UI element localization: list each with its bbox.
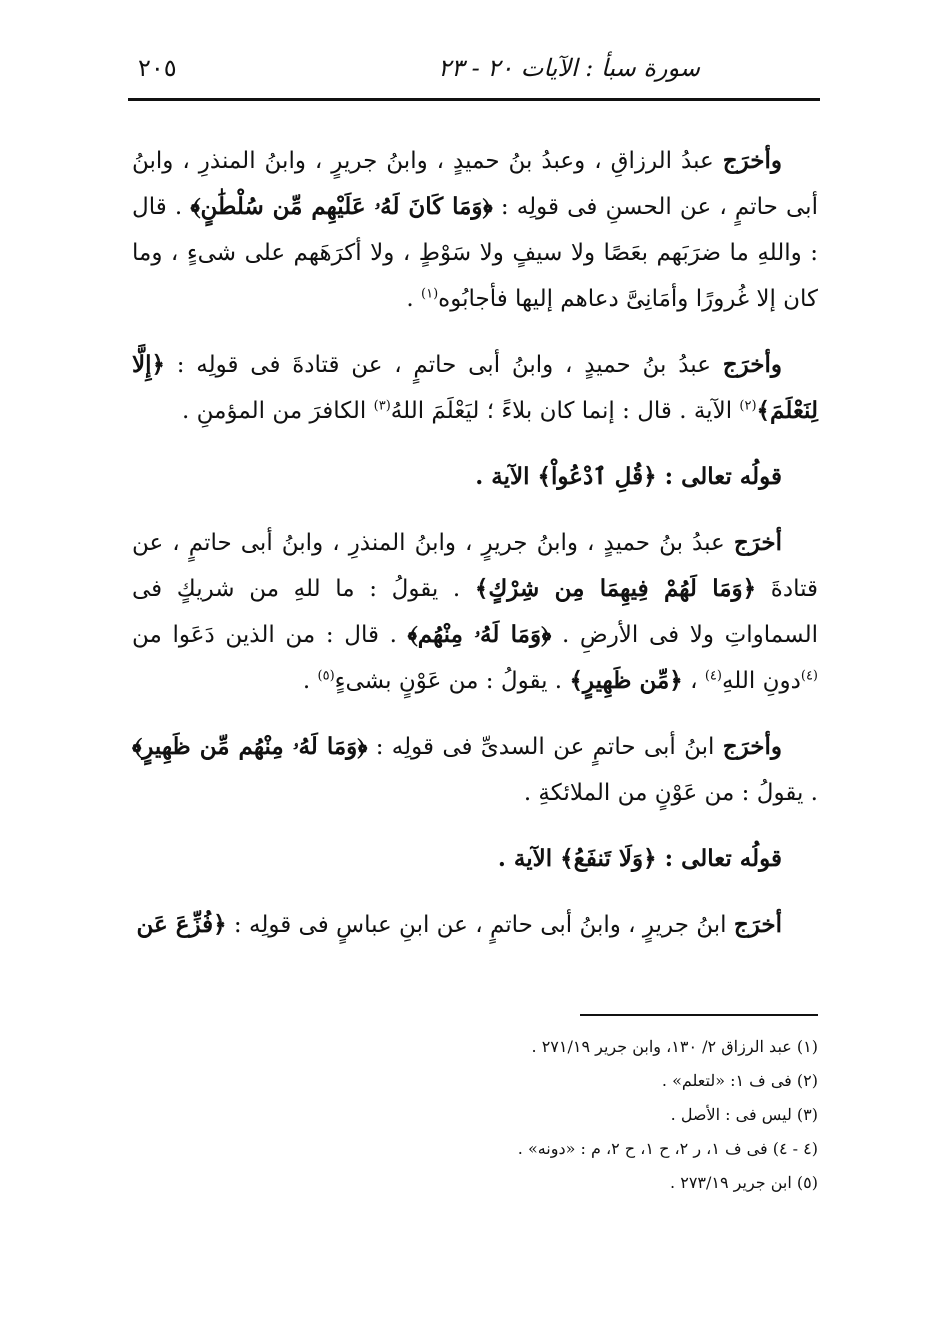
footnote-ref: (٤) <box>800 668 818 684</box>
quran-verse: ﴿وَلَا تَنفَعُ﴾ <box>560 845 657 872</box>
paragraph-text: . قال : واللهِ ما ضرَبَهم بعَصًا ولا سيفٍ ولا سَوْطٍ ، ولا أكرَهَهم على شىءٍ ، وما كان إلا غُرورًا وأمَانِىَّ دعاهم إليها فأجابُوه <box>132 194 818 312</box>
footnote-1: (١) عبد الرزاق ٢/ ١٣٠، وابن جرير ٢٧١/١٩ . <box>531 1037 818 1056</box>
section-heading-1 <box>132 454 818 500</box>
paragraph-4 <box>132 724 818 816</box>
paragraph-3 <box>132 520 818 704</box>
section-heading-2 <box>132 836 818 882</box>
running-title: سورة سبأ : الآيات ٢٠ - ٢٣ <box>438 54 700 82</box>
paragraph-text: ابنُ أبى حاتمٍ عن السدىِّ فى قولِه : <box>367 734 723 760</box>
quran-verse: ﴿إِلَّا لِنَعْلَمَ﴾ <box>132 351 818 424</box>
paragraph-text: . يقولُ : ما للهِ من شريكٍ فى السماواتِ ولا فى الأرضِ . <box>132 576 818 648</box>
page-header <box>128 48 820 96</box>
paragraph-text: ، <box>682 668 705 694</box>
quran-verse: ﴿قُلِ ٱدْعُواْ﴾ <box>537 463 657 490</box>
footnotes <box>300 1030 818 1200</box>
heading-text: الآية . <box>497 845 561 872</box>
footnote-ref: (٣) <box>373 398 391 414</box>
paragraph-2 <box>132 342 818 434</box>
paragraph-text: الكافرَ من المؤمنِ . <box>182 398 374 424</box>
quran-verse: ﴿فُزِّعَ عَن <box>136 911 227 938</box>
footnote-3: (٣) ليس فى : الأصل . <box>670 1105 818 1124</box>
footnote-2: (٢) فى ف ١: «لتعلم» . <box>661 1071 818 1090</box>
paragraph-text: . <box>302 668 318 694</box>
footnote-5: (٥) ابن جرير ٢٧٣/١٩ . <box>670 1173 818 1192</box>
paragraph-text: دونِ اللهِ <box>721 668 801 694</box>
heading-lead: قولُه تعالى : <box>656 845 782 872</box>
paragraph-text: . يقولُ : من عَوْنٍ بشىءٍ <box>334 668 570 694</box>
quran-verse: ﴿وَمَا لَهُۥ مِنْهُم مِّن ظَهِيرٍ﴾ <box>132 733 368 760</box>
paragraph-text: عبدُ بنُ حميدٍ ، وابنُ أبى حاتمٍ ، عن قتادةَ فى قولِه : <box>164 352 723 378</box>
paragraph-text: عبدُ الرزاقِ ، وعبدُ بنُ حميدٍ ، وابنُ جريرٍ ، وابنُ المنذرِ ، وابنُ أبى حاتمٍ ، عن الحسنِ فى قولِه : <box>132 148 818 220</box>
paragraph-text: عبدُ بنُ حميدٍ ، وابنُ جريرٍ ، وابنُ المنذرِ ، وابنُ أبى حاتمٍ ، عن قتادةَ <box>132 530 819 602</box>
paragraph-text: الآية . قال : إنما كان بلاءً ؛ ليَعْلَمَ اللهُ <box>390 398 740 424</box>
quran-verse: ﴿وَمَا لَهُۥ مِنْهُم﴾ <box>407 621 552 648</box>
footnote-ref: (٢) <box>739 398 757 414</box>
heading-lead: قولُه تعالى : <box>656 463 782 490</box>
paragraph-text: . يقولُ : من عَوْنٍ من الملائكةِ . <box>523 780 818 806</box>
footnote-ref: (٥) <box>317 668 335 684</box>
footnote-separator <box>580 1014 818 1016</box>
paragraph-text: . قال : من الذين دَعَوا من <box>132 622 408 648</box>
narration-lead: وأخرَج <box>722 147 782 174</box>
paragraph-1 <box>132 138 818 322</box>
footnote-ref: (١) <box>421 286 439 302</box>
narration-lead: أخرَج <box>733 529 782 556</box>
main-text <box>132 138 818 968</box>
footnote-4: (٤ - ٤) فى ف ١، ر ٢، ح ١، ح ٢، م : «دونه» . <box>517 1139 818 1158</box>
header-rule <box>128 98 820 101</box>
quran-verse: ﴿وَمَا كَانَ لَهُۥ عَلَيْهِم مِّن سُلْطَٰنٍ﴾ <box>190 193 493 220</box>
narration-lead: وأخرَج <box>722 351 782 378</box>
paragraph-text: . <box>406 286 421 312</box>
narration-lead: وأخرَج <box>722 733 782 760</box>
paragraph-5 <box>132 902 818 948</box>
paragraph-text: ابنُ جريرٍ ، وابنُ أبى حاتمٍ ، عن ابنِ عباسٍ فى قولِه : <box>226 912 734 938</box>
footnote-ref: (٤) <box>704 668 722 684</box>
quran-verse: ﴿مِّن ظَهِيرٍ﴾ <box>569 667 683 694</box>
quran-verse: ﴿وَمَا لَهُمْ فِيهِمَا مِن شِرْكٍ﴾ <box>474 575 757 602</box>
heading-text: الآية . <box>475 463 538 490</box>
narration-lead: أخرَج <box>733 911 782 938</box>
page-number: ٢٠٥ <box>138 54 177 82</box>
